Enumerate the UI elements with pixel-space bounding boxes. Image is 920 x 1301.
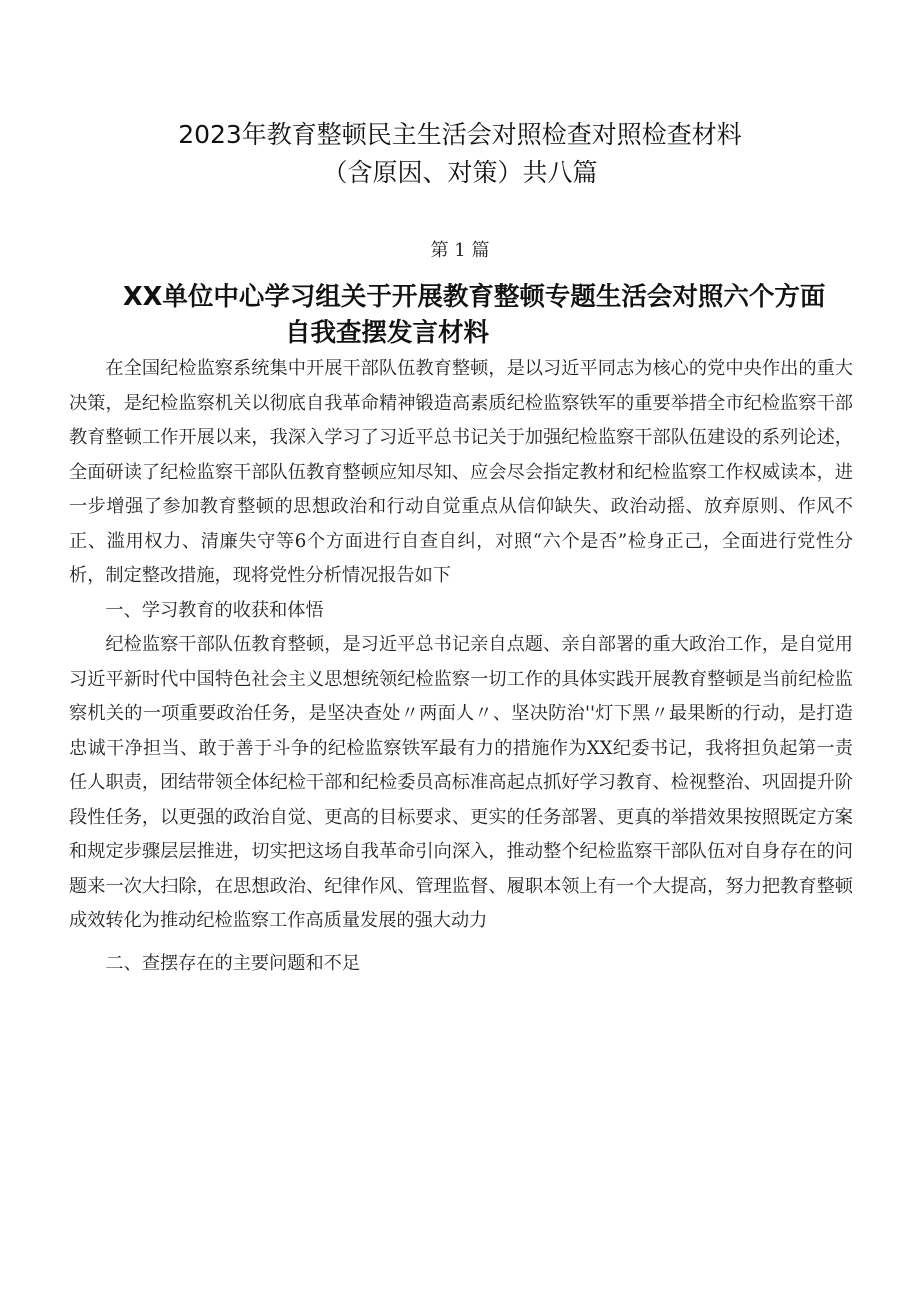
section-heading-2: 二、查摆存在的主要问题和不足 bbox=[105, 952, 361, 974]
section1-paragraph: 纪检监察干部队伍教育整顿，是习近平总书记亲自点题、亲自部署的重大政治工作，是自觉用习近平新时代中国特色社会主义思想统领纪检监察一切工作的具体实践开展教育整顿是当前纪检监察机关的一项重要政治任务，是坚决查处〃两面人〃、坚决防治''灯下黑〃最果断的行动，是打造忠诚干净担当、敢于善于斗争的纪检监察铁军最有力的措施作为XX纪委书记，我将担负起第一责任人职责，团结带领全体纪检干部和纪检委员高标准高起点抓好学习教育、检视整治、巩固提升阶段性任务，以更强的政治自觉、更高的目标要求、更实的任务部署、更真的举措效果按照既定方案和规定步骤层层推进，切实把这场自我革命引向深入，推动整个纪检监察干部队伍对自身存在的问题来一次大扫除，在思想政治、纪律作风、管理监督、履职本领上有一个大提高，努力把教育整顿成效转化为推动纪检监察工作高质量发展的强大动力 bbox=[69, 634, 853, 931]
article-title-line2: 自我查摆发言材料 bbox=[285, 318, 490, 348]
intro-paragraph: 在全国纪检监察系统集中开展干部队伍教育整顿，是以习近平同志为核心的党中央作出的重大决策，是纪检监察机关以彻底自我革命精神锻造高素质纪检监察铁军的重要举措全市纪检监察干部教育整顿工作开展以来，我深入学习了习近平总书记关于加强纪检监察干部队伍建设的系列论述，全面研读了纪检监察干部队伍教育整顿应知尽知、应会尽会指定教材和纪检监察工作权威读本，进一步增强了参加教育整顿的思想政治和行动自觉重点从信仰缺失、政治动摇、放弃原则、作风不正、滥用权力、清廉失守等6个方面进行自查自纠，对照“六个是否”检身正己，全面进行党性分析，制定整改措施，现将党性分析情况报告如下 bbox=[69, 358, 853, 586]
document-body bbox=[69, 352, 853, 981]
section-heading-1: 一、学习教育的收获和体悟 bbox=[105, 599, 324, 621]
chapter-label: 第 1 篇 bbox=[430, 240, 490, 261]
article-title-line1: XX单位中心学习组关于开展教育整顿专题生活会对照六个方面 bbox=[123, 282, 826, 312]
document-title-line2: （含原因、对策）共八篇 bbox=[322, 158, 598, 187]
document-title-line1: 2023年教育整顿民主生活会对照检查对照检查材料 bbox=[178, 120, 742, 149]
